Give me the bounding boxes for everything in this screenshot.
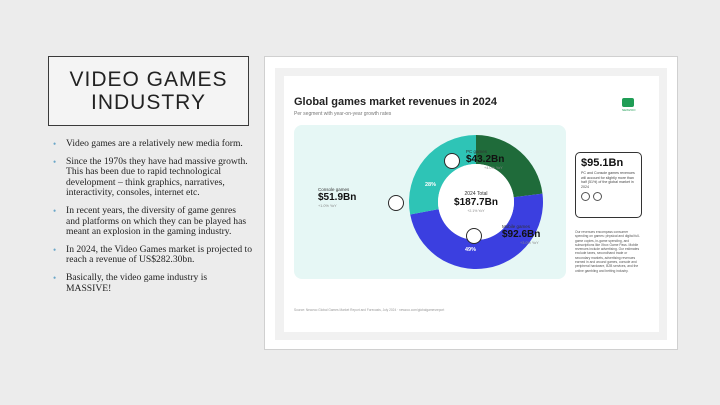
- methodology-paragraph: Our revenues encompass consumer spending on games: physical and digital full-game copies, in-game spending, and subscriptions like Xbox Game Pass. Mobile revenues include advertising. Our estimates exclude taxes, secondhand trade or secondary markets, advertising revenues earned in and around games, console and peripheral hardware, B2B services, and the online gambling and betting industry.: [575, 230, 640, 273]
- pc-mini-icon: [581, 192, 590, 201]
- bullet-icon: •: [53, 156, 57, 167]
- total-label: 2024 Total: [464, 191, 488, 197]
- total-box: [441, 191, 511, 213]
- pc-segment-growth: +4.0% YoY: [484, 166, 503, 170]
- source-note: Source: Newzoo Global Games Market Report and Forecasts, July 2024 · newzoo.com/globalgamesreport: [294, 308, 445, 312]
- bullet-icon: •: [53, 205, 57, 216]
- mobile-segment-name: Mobile games: [502, 224, 531, 229]
- bullet-icon: •: [53, 244, 57, 255]
- gamepad-mini-icon: [593, 192, 602, 201]
- logo-icon: [622, 98, 634, 107]
- newzoo-logo: [622, 98, 634, 112]
- slide-title-box: [48, 56, 249, 126]
- summary-icons: [581, 192, 636, 201]
- picture-mat: [275, 68, 667, 340]
- infographic-subtitle: Per segment with year-on-year growth rates: [294, 111, 392, 117]
- smartphone-icon: [466, 228, 482, 244]
- logo-text: NEWZOO: [622, 108, 636, 112]
- bullet-item: • Since the 1970s they have had massive growth. This has been due to rapid technological development – think graphics, narratives, interactivity, consoles, internet etc.: [53, 155, 248, 199]
- total-value: $187.7Bn: [454, 197, 498, 208]
- summary-text: PC and Console games revenues will account for slightly more than half (51%) of the global market in 2024: [581, 171, 635, 189]
- bullet-icon: •: [53, 272, 57, 283]
- total-growth: +2.1% YoY: [467, 209, 485, 213]
- mobile-segment-value: $92.6Bn: [502, 229, 541, 240]
- slide-title: VIDEO GAMES INDUSTRY: [69, 68, 228, 114]
- console-segment-value: $51.9Bn: [318, 192, 357, 203]
- mobile-percent-label: 49%: [465, 247, 477, 253]
- picture-frame: [264, 56, 678, 350]
- pc-icon: [444, 153, 460, 169]
- infographic-title: Global games market revenues in 2024: [294, 96, 497, 108]
- bullet-icon: •: [53, 139, 57, 149]
- console-percent-label: 28%: [425, 182, 437, 188]
- gamepad-icon: [388, 195, 404, 211]
- chart-panel: [294, 125, 566, 279]
- console-segment-name: Console games: [318, 187, 350, 192]
- pc-percent-label: 23%: [492, 182, 504, 188]
- pc-segment-name: PC games: [466, 149, 488, 154]
- mobile-segment-label: [502, 224, 540, 245]
- bullet-item: • In recent years, the diversity of game genres and platforms on which they can be played has meant an explosion in the gaming industry.: [53, 204, 247, 238]
- pc-segment-label: [466, 149, 504, 170]
- bullet-item: • In 2024, the Video Games market is projected to reach a revenue of US$282.30bn.: [53, 243, 253, 266]
- pc-console-summary-box: [575, 152, 642, 218]
- bullet-list: [52, 139, 252, 301]
- console-segment-growth: +1.0% YoY: [318, 204, 337, 208]
- bullet-item: • Basically, the video game industry is MASSIVE!: [53, 271, 208, 294]
- infographic: [284, 76, 659, 332]
- console-segment-label: [318, 187, 356, 208]
- mobile-segment-growth: +3.0% YoY: [520, 241, 539, 245]
- summary-value: $95.1Bn: [581, 157, 624, 169]
- bullet-item: • Video games are a relatively new media form.: [53, 138, 243, 149]
- pc-segment-value: $43.2Bn: [466, 154, 505, 165]
